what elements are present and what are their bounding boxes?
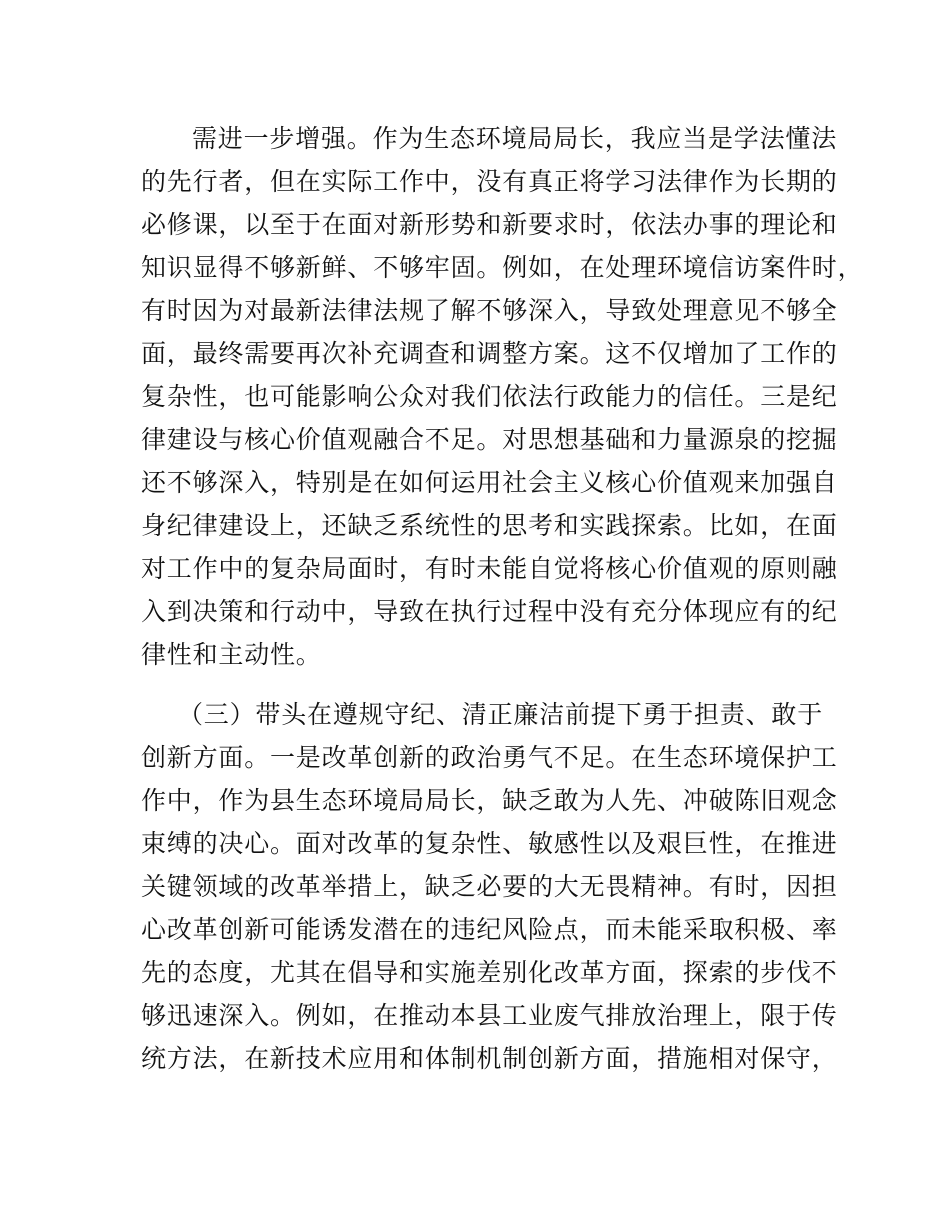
text-line-4: 知识显得不够新鲜、不够牢固。例如，在处理环境信访案件时， (141, 253, 864, 282)
text-line-5: 有时因为对最新法律法规了解不够深入，导致处理意见不够全 (141, 296, 838, 325)
text-line-1: 需进一步增强。作为生态环境局局长，我应当是学法懂法 (192, 124, 838, 153)
text-line-12: 入到决策和行动中，导致在执行过程中没有充分体现应有的纪 (141, 597, 838, 626)
text-line-13: 律性和主动性。 (141, 640, 322, 669)
text-line-22: 统方法，在新技术应用和体制机制创新方面，措施相对保守， (141, 1044, 838, 1073)
section-heading-line: （三）带头在遵规守纪、清正廉洁前提下勇于担责、敢于 (178, 700, 824, 729)
text-line-10: 身纪律建设上，还缺乏系统性的思考和实践探索。比如，在面 (141, 511, 838, 540)
text-line-11: 对工作中的复杂局面时，有时未能自觉将核心价值观的原则融 (141, 554, 838, 583)
text-line-18: 关键领域的改革举措上，缺乏必要的大无畏精神。有时，因担 (141, 872, 838, 901)
text-line-2: 的先行者，但在实际工作中，没有真正将学习法律作为长期的 (141, 167, 838, 196)
text-line-8: 律建设与核心价值观融合不足。对思想基础和力量源泉的挖掘 (141, 425, 838, 454)
text-line-3: 必修课，以至于在面对新形势和新要求时，依法办事的理论和 (141, 210, 838, 239)
text-line-19: 心改革创新可能诱发潜在的违纪风险点，而未能采取积极、率 (141, 915, 838, 944)
text-line-7: 复杂性，也可能影响公众对我们依法行政能力的信任。三是纪 (141, 382, 838, 411)
text-line-17: 束缚的决心。面对改革的复杂性、敏感性以及艰巨性，在推进 (141, 829, 838, 858)
text-line-16: 作中，作为县生态环境局局长，缺乏敢为人先、冲破陈旧观念 (141, 786, 838, 815)
text-line-21: 够迅速深入。例如，在推动本县工业废气排放治理上，限于传 (141, 1001, 838, 1030)
text-line-9: 还不够深入，特别是在如何运用社会主义核心价值观来加强自 (141, 468, 838, 497)
text-line-15: 创新方面。一是改革创新的政治勇气不足。在生态环境保护工 (141, 743, 838, 772)
text-line-20: 先的态度，尤其在倡导和实施差别化改革方面，探索的步伐不 (141, 958, 838, 987)
text-line-6: 面，最终需要再次补充调查和调整方案。这不仅增加了工作的 (141, 339, 838, 368)
